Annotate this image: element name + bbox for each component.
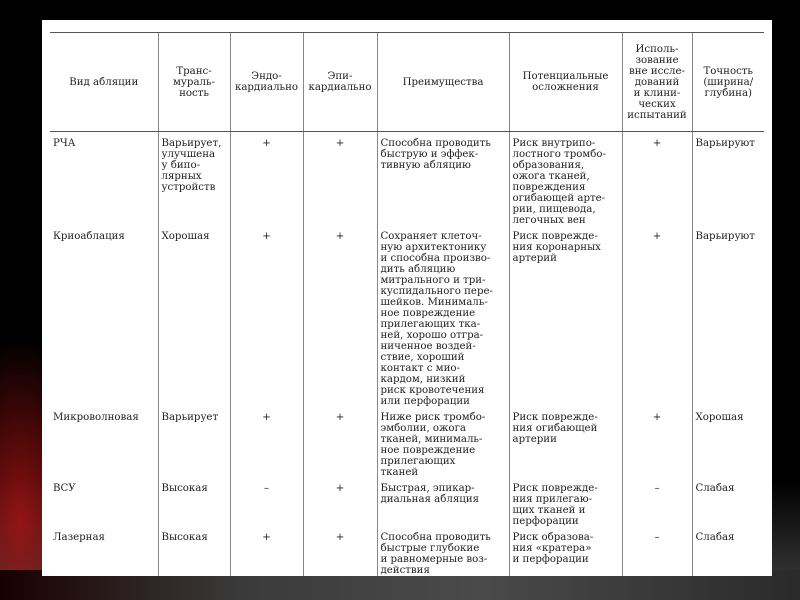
cell-endocardial: + (230, 132, 303, 227)
header-endocardial: Эндо- кардиально (230, 33, 303, 132)
ablation-comparison-table (50, 32, 764, 576)
cell-complications: Риск внутрипо- лостного тромбо- образования, ожога тканей, повреждения огибающей арте- рии, пищевода, легочных вен (509, 132, 622, 227)
cell-clinical-usage: – (622, 478, 692, 527)
cell-precision: Хорошая (692, 407, 764, 478)
cell-advantages: Способна проводить быструю и эффек- тивную абляцию (377, 132, 509, 227)
header-complications: Потенциальные осложнения (509, 33, 622, 132)
cell-ablation-type: Микроволновая (53, 412, 139, 423)
header-advantages: Преимущества (377, 33, 509, 132)
cell-ablation-type: ВСУ (53, 483, 76, 494)
cell-endocardial: – (230, 478, 303, 527)
cell-advantages: Сохраняет клеточ- ную архитектонику и способна произво- дить абляцию митрального и три- куспидального пере- шейков. Минималь- ное повреждение прилегающих тка- ней, хорошо отгра- ниченное воздей- ствие, хороший контакт с мио- кардом, низкий риск кровотечения или перфорации (377, 226, 509, 407)
cell-epicardial: + (303, 527, 377, 576)
cell-precision: Слабая (692, 527, 764, 576)
cell-advantages: Способна проводить быстрые глубокие и равномерные воз- действия (377, 527, 509, 576)
cell-transmurality: Высокая (158, 527, 230, 576)
document-page (42, 20, 772, 576)
cell-clinical-usage: + (622, 132, 692, 227)
cell-epicardial: + (303, 478, 377, 527)
table-row (50, 478, 764, 527)
cell-endocardial: + (230, 527, 303, 576)
cell-advantages: Ниже риск тромбо- эмболии, ожога тканей, минималь- ное повреждение прилегающих тканей (377, 407, 509, 478)
cell-transmurality: Высокая (158, 478, 230, 527)
cell-precision: Варьируют (692, 132, 764, 227)
cell-advantages: Быстрая, эпикар- диальная абляция (377, 478, 509, 527)
cell-epicardial: + (303, 226, 377, 407)
cell-transmurality: Варьирует (158, 407, 230, 478)
cell-endocardial: + (230, 407, 303, 478)
table-row (50, 132, 764, 227)
table-row (50, 226, 764, 407)
header-clinical-usage: Исполь- зование вне иссле- дований и клини- ческих испытаний (622, 33, 692, 132)
cell-ablation-type: РЧА (53, 138, 76, 149)
cell-complications: Риск поврежде- ния коронарных артерий (509, 226, 622, 407)
cell-complications: Риск поврежде- ния огибающей артерии (509, 407, 622, 478)
cell-transmurality: Варьирует, улучшена у бипо- лярных устройств (158, 132, 230, 227)
table-header-row (50, 33, 764, 132)
header-ablation-type: Вид абляции (50, 33, 158, 132)
cell-transmurality: Хорошая (158, 226, 230, 407)
cell-ablation-type: Лазерная (50, 527, 158, 576)
cell-endocardial: + (230, 226, 303, 407)
table-row (50, 527, 764, 576)
cell-complications: Риск образова- ния «кратера» и перфорации (509, 527, 622, 576)
cell-ablation-type: Криоаблация (53, 231, 125, 242)
header-precision: Точность (ширина/ глубина) (692, 33, 764, 132)
table-row (50, 407, 764, 478)
cell-clinical-usage: + (622, 407, 692, 478)
cell-epicardial: + (303, 407, 377, 478)
cell-clinical-usage: + (622, 226, 692, 407)
cell-precision: Варьируют (692, 226, 764, 407)
cell-precision: Слабая (692, 478, 764, 527)
cell-epicardial: + (303, 132, 377, 227)
cell-clinical-usage: – (622, 527, 692, 576)
cell-complications: Риск поврежде- ния прилегаю- щих тканей и перфорации (509, 478, 622, 527)
header-epicardial: Эпи- кардиально (303, 33, 377, 132)
header-transmurality: Транс- мураль- ность (158, 33, 230, 132)
